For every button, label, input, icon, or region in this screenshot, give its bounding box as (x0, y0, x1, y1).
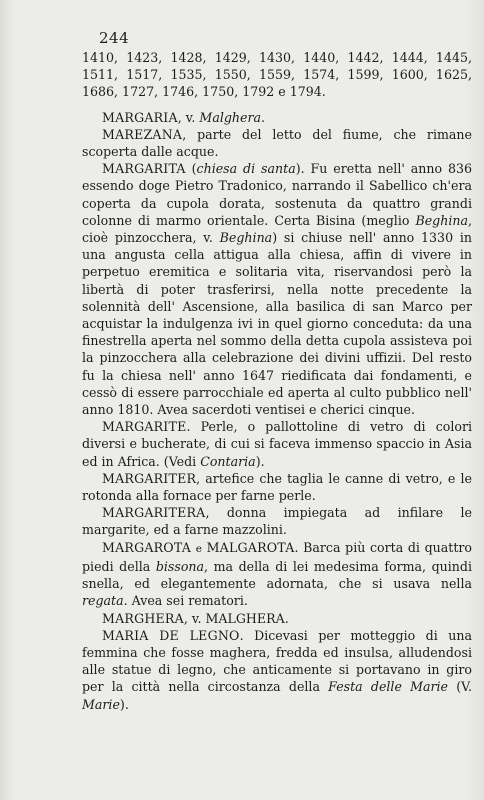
page-content (82, 49, 472, 713)
entry-text: . Dicevasi per motteggio di una femmina che fosse maghera, fredda ed insulsa, alludendosi alle statue di legno, che anticamente si portavano in giro per la città nella circostanza della (82, 627, 472, 695)
entry-text: , cioè pinzocchera, v. (82, 212, 472, 246)
entry-text: . Avea sei rematori. (123, 593, 248, 609)
entry-text: , ma della di lei medesima forma, quindi snella, ed elegantemente adornata, che si usava nella (82, 558, 473, 592)
entry-headword: MARGARITERA (102, 505, 206, 521)
entry-headword: MARGARIA (102, 109, 178, 125)
entry-marghera (82, 610, 472, 627)
entry-text: ). Fu eretta nell' anno 836 essendo doge Pietro Tradonico, narrando il Sabellico ch'era coperta da cupola dorata, sostenuta da quattro grandi colonne di marmo orientale. Certa Bisina (meglio (82, 161, 472, 228)
entry-headword: MAREZANA (102, 126, 183, 142)
entry-italic: Contaria (200, 453, 256, 469)
entry-conjunction: e (195, 542, 202, 555)
entry-text: (V. (448, 679, 472, 695)
entry-margarita (82, 160, 472, 418)
entry-text: . Barca più corta di quattro piedi della (82, 539, 472, 574)
entry-text: ( (185, 161, 197, 177)
entry-margaria (82, 109, 472, 126)
entry-margariter (82, 470, 472, 504)
entry-body: , artefice che taglia le canne di vetro, e le rotonda alla fornace per farne perle. (82, 470, 472, 504)
entry-headword: MARGHERA (102, 610, 184, 626)
entry-italic: bissona (155, 558, 205, 574)
entry-body: , donna impiegata ad infilare le margarite, ed a farne mazzolini. (82, 505, 472, 538)
entry-body: , parte del letto del fiume, che rimane scoperta dalle acque. (82, 126, 472, 160)
entry-headword: MARIA DE LEGNO (102, 627, 240, 643)
entry-headword: MARGARITER (102, 470, 197, 486)
entry-italic: Festa delle Marie (328, 679, 448, 695)
entry-headword: MARGARITA (102, 161, 186, 177)
entry-italic: Marie (82, 696, 120, 712)
entry-body: . (261, 109, 266, 125)
entry-maria-de-legno (82, 627, 472, 713)
entry-italic: Beghina (415, 212, 468, 228)
entry-text: ). (119, 696, 129, 712)
entry-headword: MARGAROTA (102, 539, 192, 555)
entry-text: ). (255, 453, 265, 469)
entry-italic: chiesa di santa (196, 161, 296, 177)
entry-marezana (82, 126, 472, 160)
page-number: 244 (99, 29, 130, 47)
entry-margarota (82, 539, 472, 610)
entry-italic: regata (82, 593, 124, 609)
entry-text: . Perle, o pallottoline di vetro di colori diversi e bucherate, di cui si faceva immenso spaccio in Asia ed in Africa. (Vedi (82, 419, 472, 469)
entry-headword: MARGARITE (102, 419, 187, 435)
entry-text: ) si chiuse nell' anno 1330 in una angusta cella attigua alla chiesa, affin di vivere in perpetuo eremitica e solitaria vita, riservandosi però la libertà di poter trasferirsi, nella notte precedente la solennità dell' Ascensione, alla basilica di san Marco per acquistar la indulgenza ivi in quel giorno conceduta: da una finestrella aperta nel sommo della detta cupola assisteva poi la pinzocchera alla celebrazione dei divini uffizii. Del resto fu la chiesa nell' anno 1647 riedificata dai fondamenti, e cessò di essere parrocchiale ed aperta al culto pubblico nell' anno 1810. Avea sacerdoti ventisei e cherici cinque. (82, 230, 472, 418)
entry-headword-alt: MALGAROTA (206, 539, 295, 555)
entry-margarite (82, 418, 472, 470)
years-continuation: 1410, 1423, 1428, 1429, 1430, 1440, 1442, 1444, 1445, 1511, 1517, 1535, 1550, 1559, 1574, 1599, 1600, 1625, 1686, 1727, 1746, 1750, 1792 e 1794. (82, 50, 472, 100)
entry-body: , v. MALGHERA. (183, 610, 289, 626)
entry-margaritera (82, 504, 472, 538)
entry-separator: , v. (177, 109, 200, 125)
entry-italic: Beghina (219, 230, 273, 246)
entry-reference: Malghera (199, 109, 262, 125)
